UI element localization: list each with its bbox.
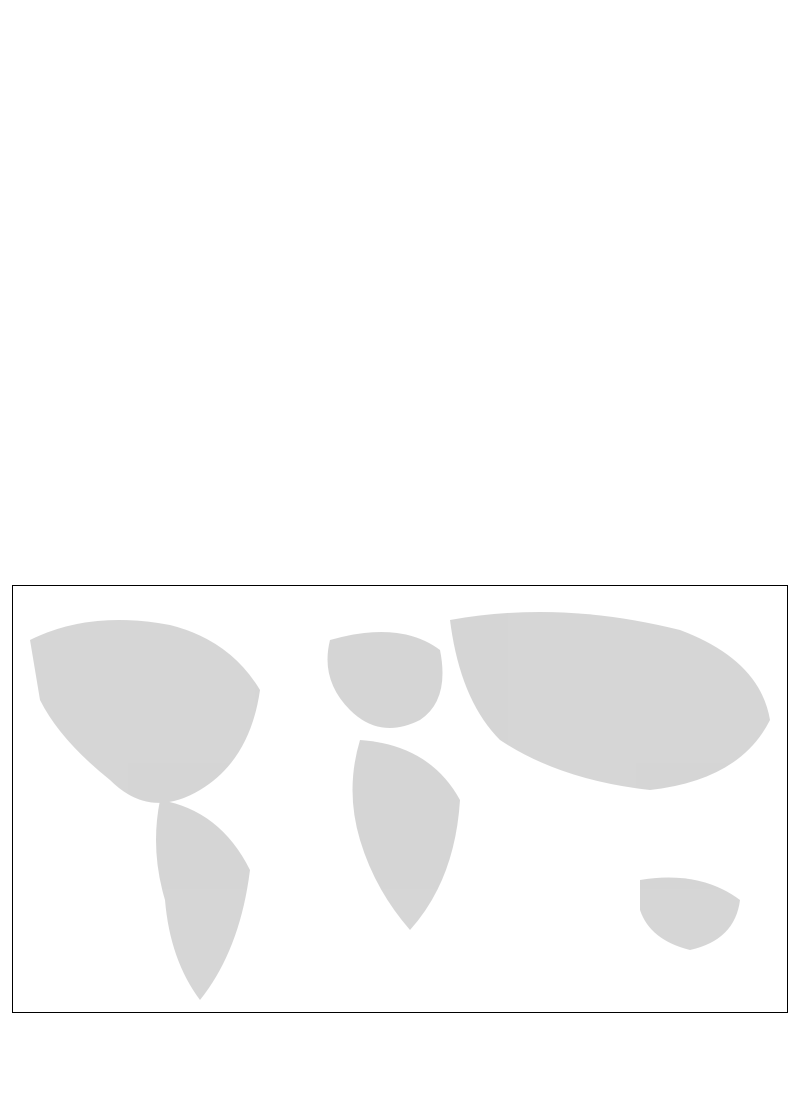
page-header — [0, 0, 800, 145]
special-offers-panel — [12, 585, 788, 1013]
